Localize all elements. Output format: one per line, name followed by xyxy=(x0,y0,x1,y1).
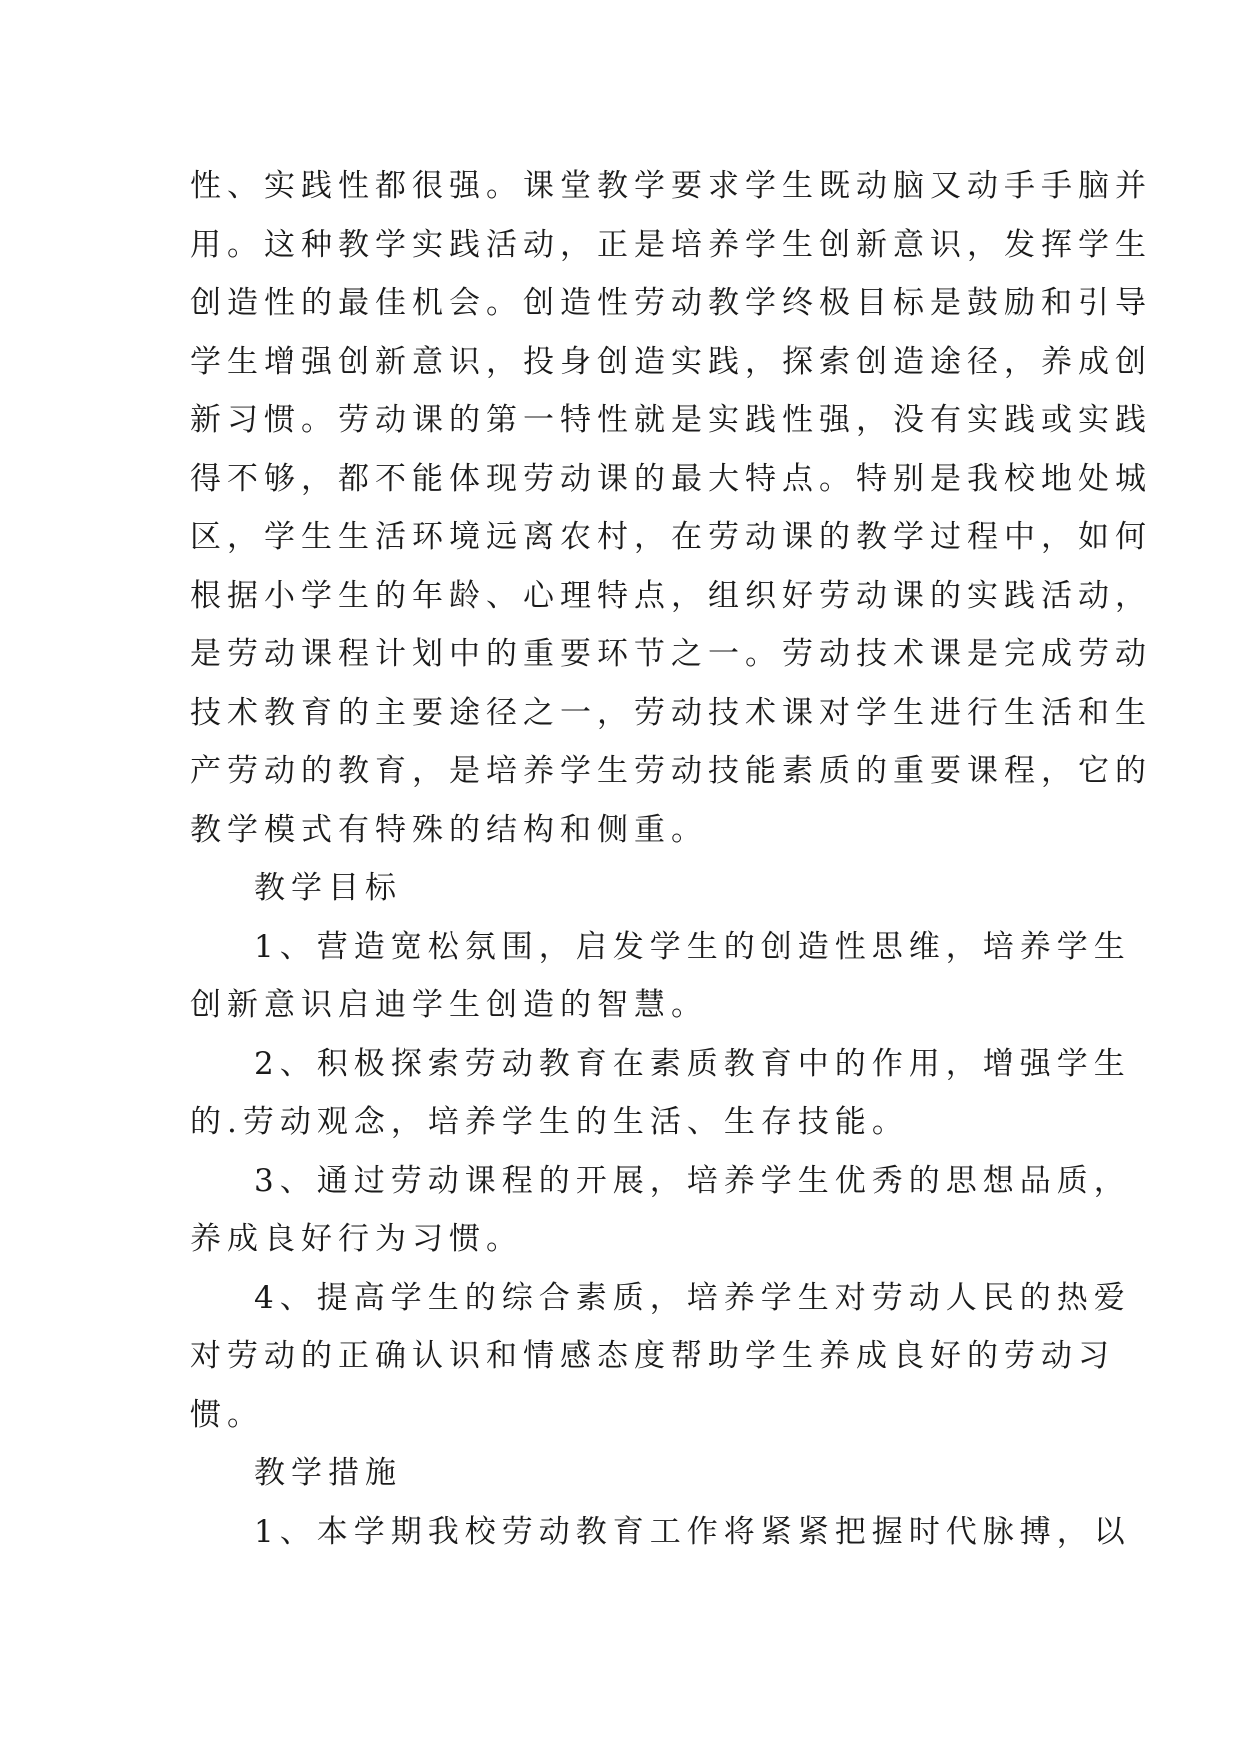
paragraph-line: 性、实践性都很强。课堂教学要求学生既动脑又动手手脑并 xyxy=(190,168,1152,204)
goal-item-1: 1、营造宽松氛围，启发学生的创造性思维，培养学生 xyxy=(254,928,1131,965)
goal-item-2-continued: 的.劳动观念，培养学生的生活、生存技能。 xyxy=(190,1104,909,1140)
goal-item-3-continued: 养成良好行为习惯。 xyxy=(190,1221,523,1257)
paragraph-line: 是劳动课程计划中的重要环节之一。劳动技术课是完成劳动 xyxy=(190,636,1152,672)
goal-item-4: 4、提高学生的综合素质，培养学生对劳动人民的热爱 xyxy=(254,1279,1131,1316)
goal-item-4-end: 惯。 xyxy=(190,1396,264,1433)
goal-item-1-continued: 创新意识启迪学生创造的智慧。 xyxy=(190,987,708,1023)
paragraph-line: 教学模式有特殊的结构和侧重。 xyxy=(190,811,708,848)
paragraph-line: 学生增强创新意识，投身创造实践，探索创造途径，养成创 xyxy=(190,343,1152,380)
section-heading-measures: 教学措施 xyxy=(254,1455,402,1491)
paragraph-line: 用。这种教学实践活动，正是培养学生创新意识，发挥学生 xyxy=(190,226,1152,263)
goal-item-2: 2、积极探索劳动教育在素质教育中的作用，增强学生 xyxy=(254,1045,1131,1082)
paragraph-line: 产劳动的教育，是培养学生劳动技能素质的重要课程，它的 xyxy=(190,753,1152,789)
paragraph-line: 技术教育的主要途径之一，劳动技术课对学生进行生活和生 xyxy=(190,694,1152,731)
document-body xyxy=(190,157,1152,1561)
section-heading-goals: 教学目标 xyxy=(254,870,402,906)
paragraph-line: 新习惯。劳动课的第一特性就是实践性强，没有实践或实践 xyxy=(190,402,1152,438)
paragraph-line: 得不够，都不能体现劳动课的最大特点。特别是我校地处城 xyxy=(190,460,1152,497)
goal-item-3: 3、通过劳动课程的开展，培养学生优秀的思想品质， xyxy=(254,1162,1131,1199)
paragraph-line: 区，学生生活环境远离农村，在劳动课的教学过程中，如何 xyxy=(190,519,1152,555)
goal-item-4-continued: 对劳动的正确认识和情感态度帮助学生养成良好的劳动习 xyxy=(190,1338,1115,1374)
paragraph-line: 根据小学生的年龄、心理特点，组织好劳动课的实践活动， xyxy=(190,577,1152,614)
measure-item-1: 1、本学期我校劳动教育工作将紧紧把握时代脉搏，以 xyxy=(254,1513,1131,1550)
paragraph-line: 创造性的最佳机会。创造性劳动教学终极目标是鼓励和引导 xyxy=(190,285,1152,321)
